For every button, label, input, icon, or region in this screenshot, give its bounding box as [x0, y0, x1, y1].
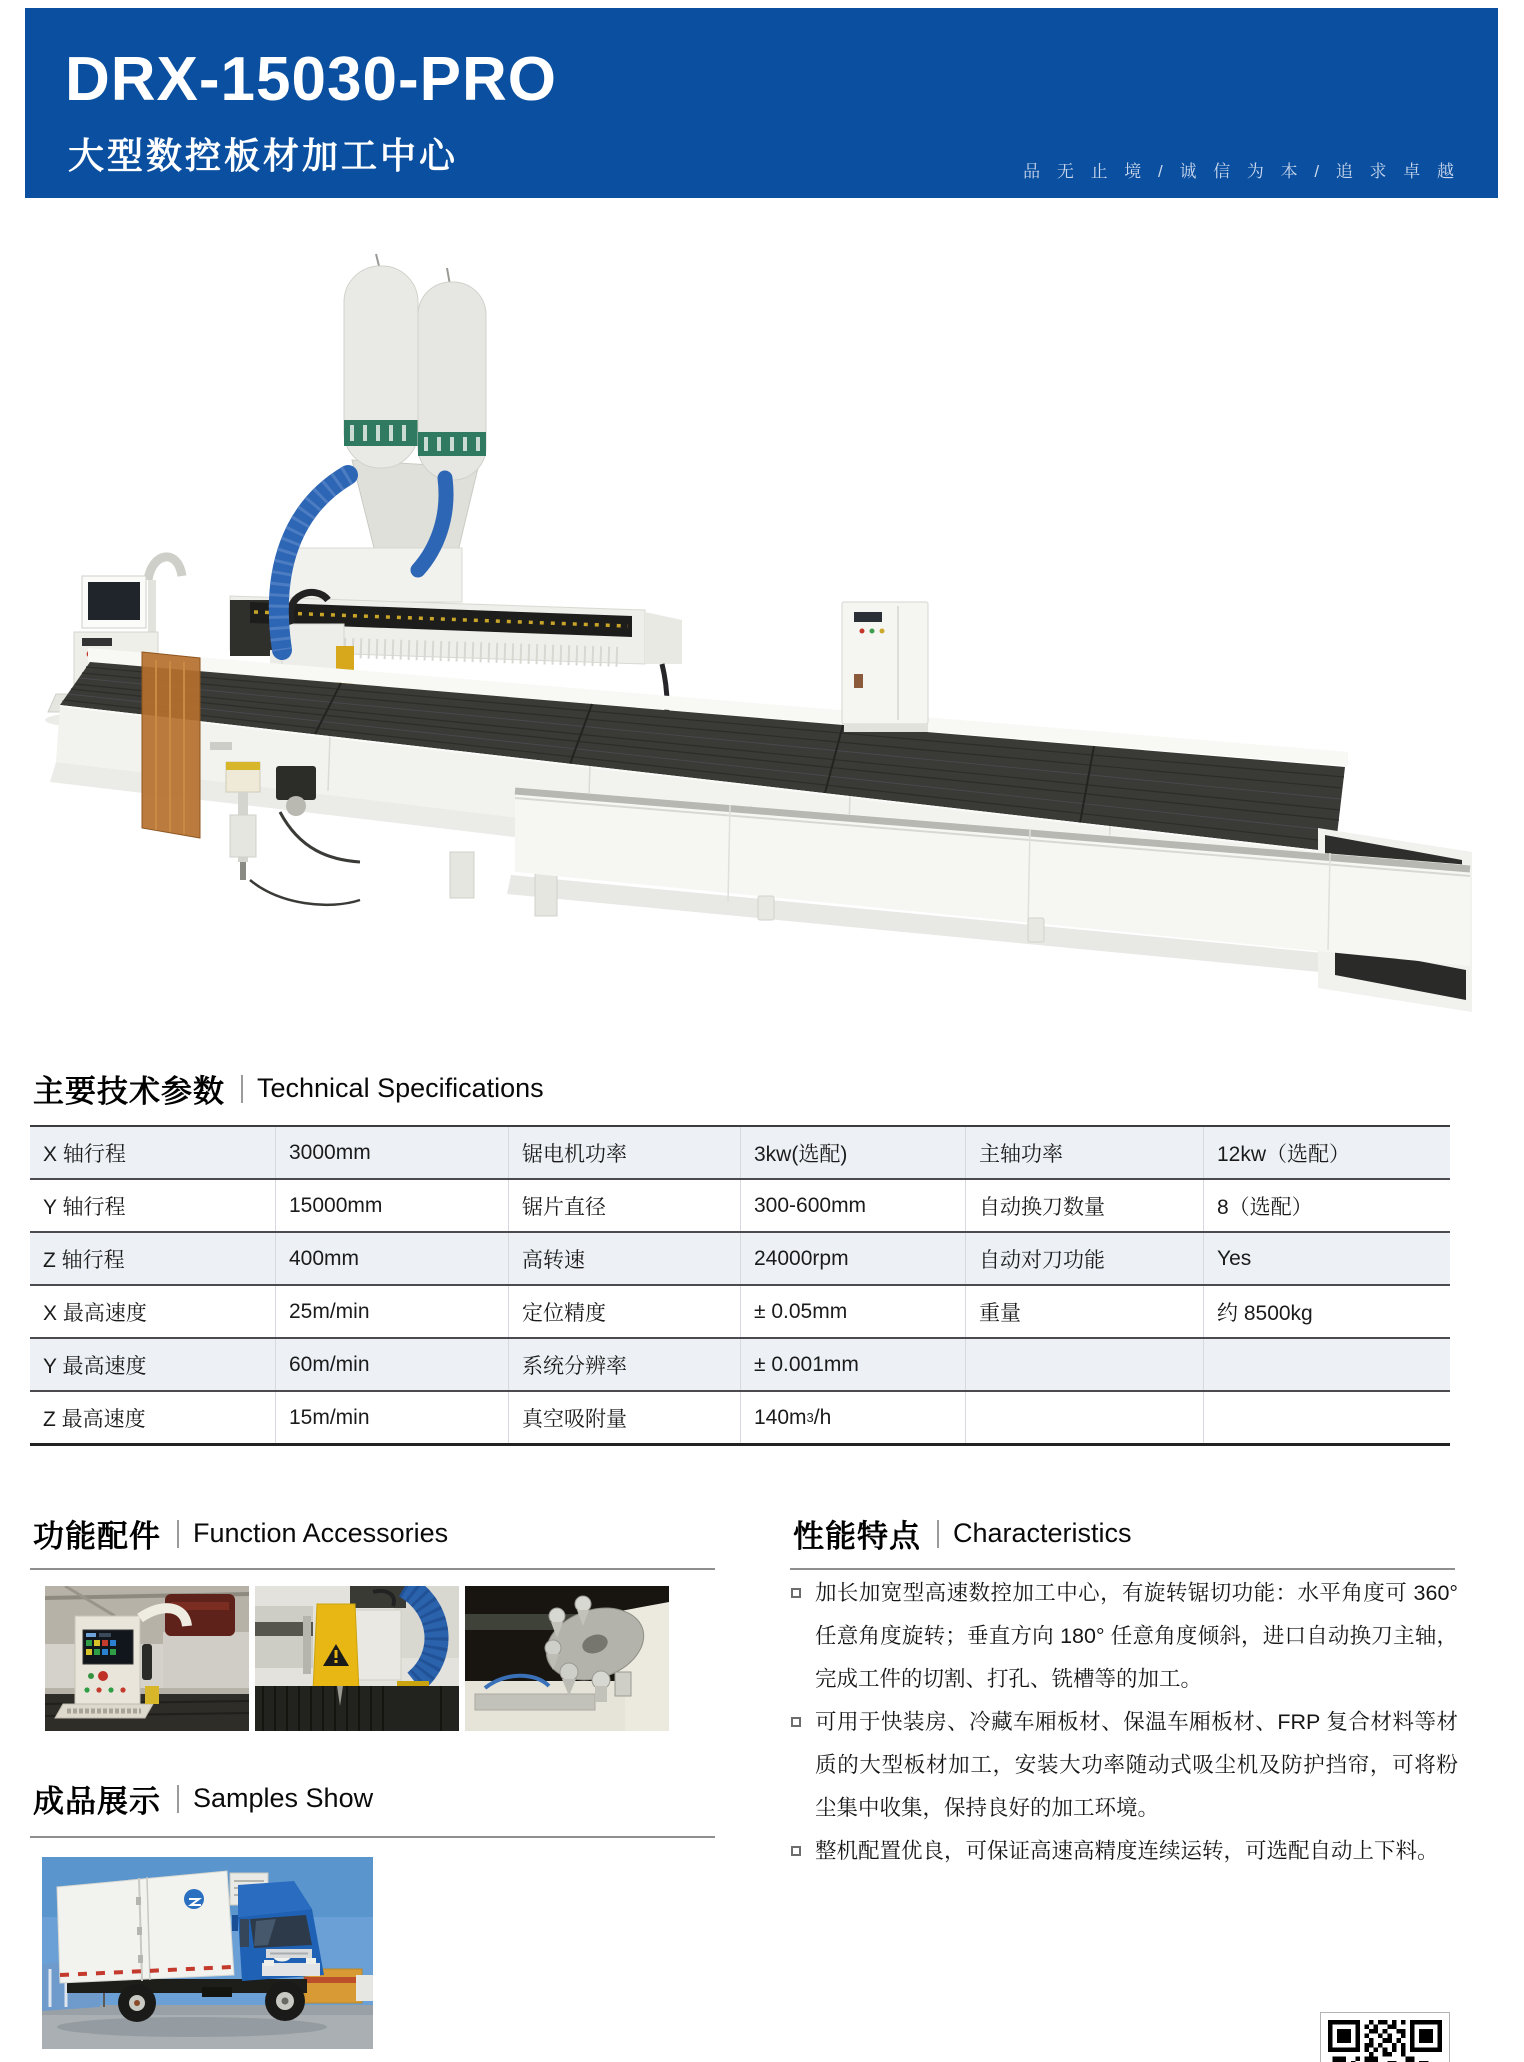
accessory-photo-console: [45, 1586, 249, 1731]
spec-value: 3000mm: [275, 1127, 508, 1178]
spec-value: 3kw(选配): [740, 1127, 965, 1178]
characteristic-item: 整机配置优良，可保证高速高精度连续运转，可选配自动上下料。: [790, 1830, 1458, 1873]
header-divider: [937, 1520, 939, 1548]
specs-title-zh: 主要技术参数: [33, 1074, 225, 1109]
spec-value: [1203, 1339, 1450, 1390]
product-model-title: DRX-15030-PRO: [65, 45, 557, 114]
characteristic-item: 加长加宽型高速数控加工中心，有旋转锯切功能：水平角度可 360° 任意角度旋转；垂直方向 180° 任意角度倾斜，进口自动换刀主轴，完成工件的切割、打孔、铣槽等的加工。: [790, 1572, 1458, 1701]
spec-value: ± 0.05mm: [740, 1286, 965, 1337]
accessories-section-header: [33, 1511, 448, 1556]
spec-value: Yes: [1203, 1233, 1450, 1284]
accessory-photos: [45, 1586, 669, 1731]
accessories-rule: [30, 1568, 715, 1570]
brand-slogan: 品 无 止 境 / 诚 信 为 本 / 追 求 卓 越: [1023, 162, 1460, 181]
spec-value: 8（选配）: [1203, 1180, 1450, 1231]
spec-label: 锯片直径: [508, 1180, 740, 1231]
spec-label: 高转速: [508, 1233, 740, 1284]
sample-truck-photo: [42, 1857, 373, 2049]
spec-value: 140m 3 /h: [740, 1392, 965, 1443]
spec-value: 15m/min: [275, 1392, 508, 1443]
specs-section-header: [33, 1066, 544, 1111]
spec-value: [1203, 1392, 1450, 1443]
samples-rule: [30, 1836, 715, 1838]
table-row: [30, 1127, 1450, 1180]
spec-label: 自动对刀功能: [965, 1233, 1203, 1284]
table-row: [30, 1392, 1450, 1446]
table-row: [30, 1180, 1450, 1233]
spec-value: 60m/min: [275, 1339, 508, 1390]
table-row: [30, 1286, 1450, 1339]
spec-value: ± 0.001mm: [740, 1339, 965, 1390]
spec-label: 真空吸附量: [508, 1392, 740, 1443]
spec-label: 定位精度: [508, 1286, 740, 1337]
specs-table: [30, 1125, 1450, 1446]
accessory-photo-tool-carousel: [465, 1586, 669, 1731]
spec-value: 15000mm: [275, 1180, 508, 1231]
spec-label: 主轴功率: [965, 1127, 1203, 1178]
characteristics-rule: [790, 1568, 1455, 1570]
spec-value: 24000rpm: [740, 1233, 965, 1284]
characteristics-section-header: [793, 1511, 1132, 1556]
characteristics-title-zh: 性能特点: [793, 1519, 921, 1554]
spec-label: X 最高速度: [43, 1301, 147, 1325]
spec-label: [965, 1392, 1203, 1443]
spec-value: 12kw（选配）: [1203, 1127, 1450, 1178]
spec-value: 300-600mm: [740, 1180, 965, 1231]
qr-code: [1320, 2012, 1450, 2062]
control-cabinet: [842, 602, 928, 732]
spec-label: Z 轴行程: [43, 1248, 125, 1272]
table-row: [30, 1339, 1450, 1392]
characteristics-title-en: Characteristics: [953, 1518, 1132, 1548]
accessories-title-zh: 功能配件: [33, 1519, 161, 1554]
accessory-photo-spindle: [255, 1586, 459, 1731]
dust-collector-bags: [344, 254, 486, 568]
characteristic-item: 可用于快装房、冷藏车厢板材、保温车厢板材、FRP 复合材料等材质的大型板材加工，安装大功率随动式吸尘机及防护挡帘，可将粉尘集中收集，保持良好的加工环境。: [790, 1701, 1458, 1830]
header-divider: [241, 1075, 243, 1103]
samples-section-header: [33, 1776, 373, 1821]
machine-photo: [30, 250, 1490, 1035]
spec-label: [965, 1339, 1203, 1390]
protective-curtain: [142, 652, 200, 838]
spec-value: 约 8500kg: [1203, 1286, 1450, 1337]
product-subtitle: 大型数控板材加工中心: [68, 135, 459, 176]
specs-title-en: Technical Specifications: [257, 1073, 544, 1103]
spec-label: 系统分辨率: [508, 1339, 740, 1390]
header-divider: [177, 1785, 179, 1813]
spec-value: 25m/min: [275, 1286, 508, 1337]
header-band: [25, 8, 1498, 198]
spec-label: 自动换刀数量: [965, 1180, 1203, 1231]
spec-label: Z 最高速度: [43, 1407, 146, 1431]
samples-title-en: Samples Show: [193, 1783, 374, 1813]
accessories-title-en: Function Accessories: [193, 1518, 449, 1548]
samples-title-zh: 成品展示: [33, 1784, 161, 1819]
characteristics-list: [790, 1572, 1458, 1873]
header-divider: [177, 1520, 179, 1548]
table-row: [30, 1233, 1450, 1286]
spec-label: Y 最高速度: [43, 1354, 147, 1378]
spec-label: Y 轴行程: [43, 1195, 126, 1219]
spec-label: 重量: [965, 1286, 1203, 1337]
spec-label: 锯电机功率: [508, 1127, 740, 1178]
spec-value: 400mm: [275, 1233, 508, 1284]
spec-label: X 轴行程: [43, 1142, 126, 1166]
